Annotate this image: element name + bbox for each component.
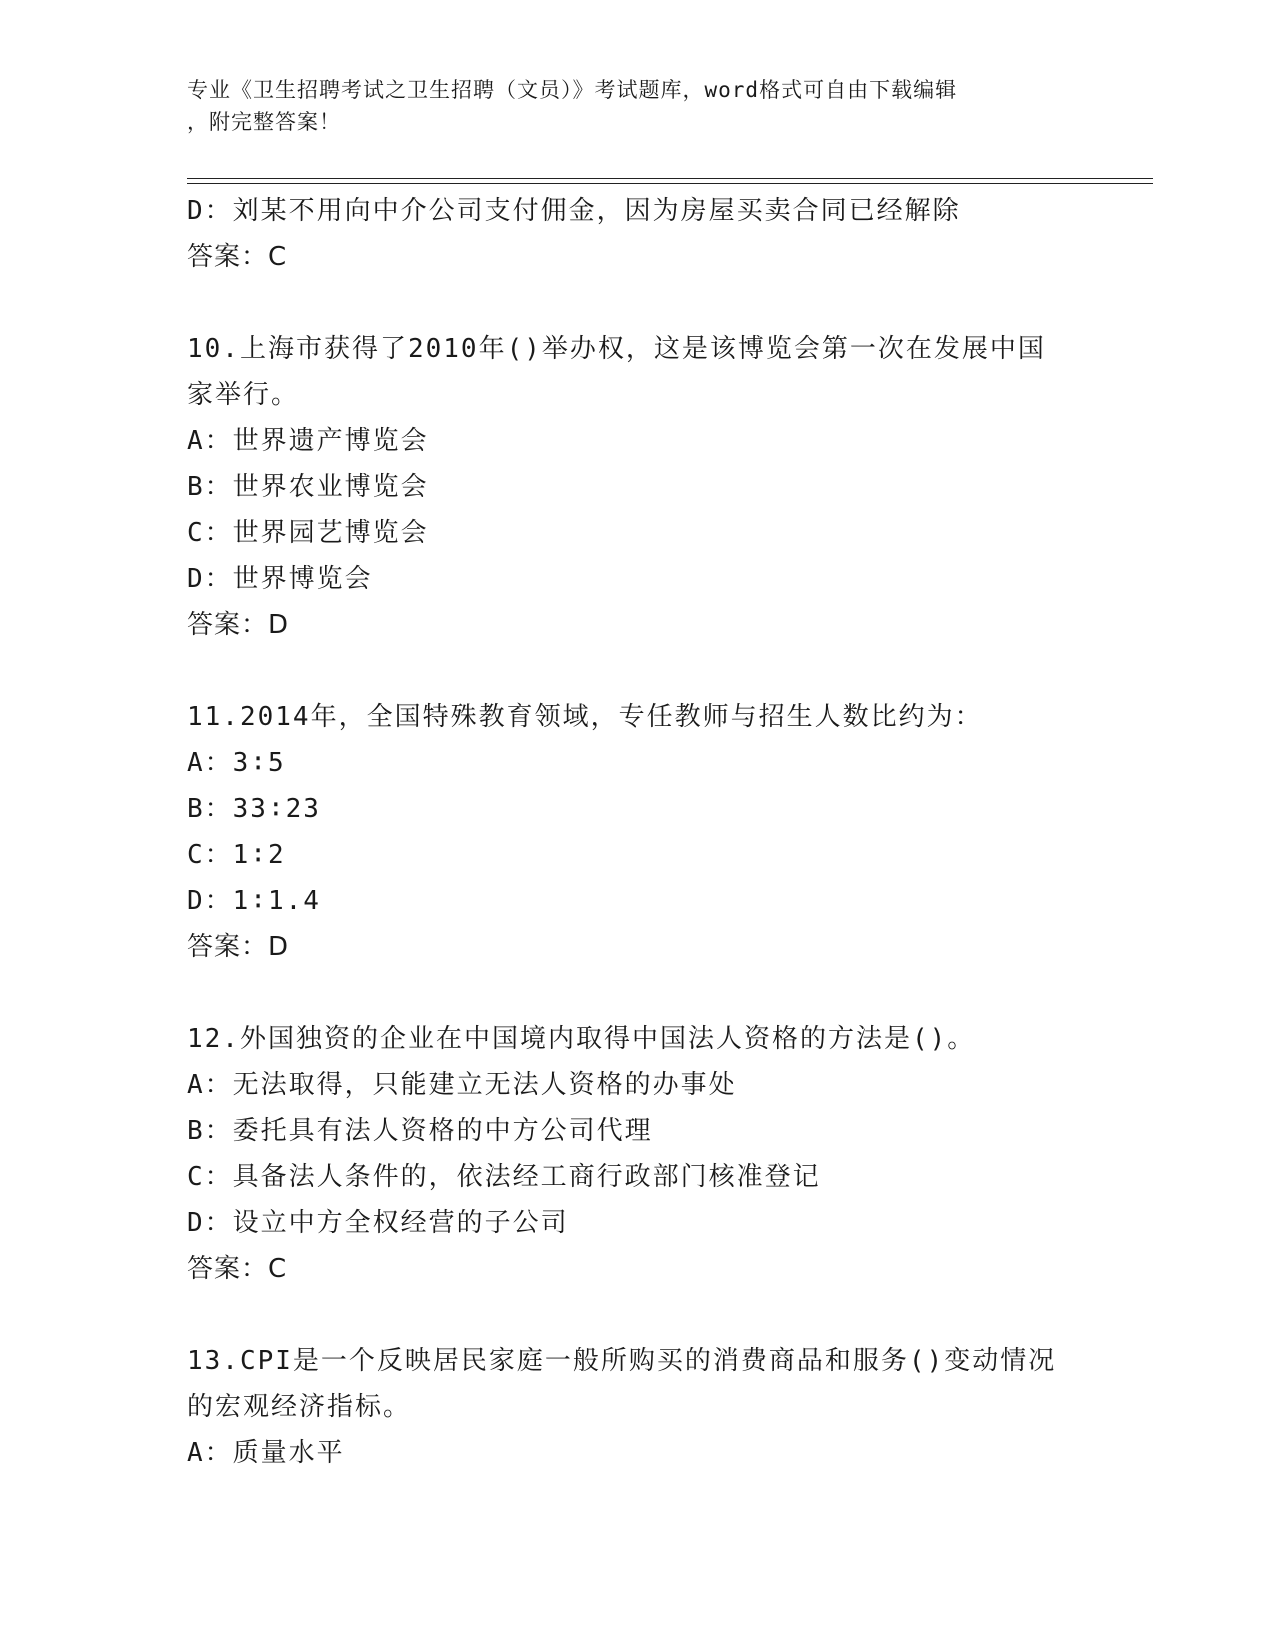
header-divider-bottom: [187, 183, 1153, 184]
question-10: [187, 326, 1087, 648]
option-a: A：世界遗产博览会: [187, 426, 429, 456]
header-line-2: ，附完整答案！: [187, 110, 341, 134]
option-a: A：无法取得，只能建立无法人资格的办事处: [187, 1070, 737, 1100]
option-d: D：刘某不用向中介公司支付佣金，因为房屋买卖合同已经解除: [187, 196, 961, 226]
question-text-line-2: 家举行。: [187, 380, 300, 410]
option-d: D：1∶1.4: [187, 886, 321, 916]
header-line-1: 专业《卫生招聘考试之卫生招聘（文员）》考试题库，word格式可自由下载编辑: [187, 78, 958, 102]
question-text-line-1: 10.上海市获得了2010年()举办权，这是该博览会第一次在发展中国: [187, 334, 1046, 364]
question-text-line-1: 12.外国独资的企业在中国境内取得中国法人资格的方法是()。: [187, 1024, 976, 1054]
option-c: C：1∶2: [187, 840, 286, 870]
option-b: B：世界农业博览会: [187, 472, 429, 502]
answer-label: 答案：D: [187, 932, 290, 962]
option-c: C：具备法人条件的，依法经工商行政部门核准登记: [187, 1162, 821, 1192]
question-text-line-1: 11.2014年，全国特殊教育领域，专任教师与招生人数比约为：: [187, 702, 983, 732]
header-divider-top: [187, 178, 1153, 179]
document-header: [187, 74, 1067, 138]
question-11: [187, 694, 1087, 970]
option-b: B：33∶23: [187, 794, 321, 824]
question-list: [187, 188, 1087, 1476]
previous-question-tail: [187, 188, 1087, 280]
answer-label: 答案：D: [187, 610, 290, 640]
option-d: D：世界博览会: [187, 564, 373, 594]
option-d: D：设立中方全权经营的子公司: [187, 1208, 569, 1238]
option-a: A：3∶5: [187, 748, 286, 778]
answer-label: 答案：C: [187, 242, 288, 272]
question-text-line-1: 13.CPI是一个反映居民家庭一般所购买的消费商品和服务()变动情况: [187, 1346, 1057, 1376]
question-text-line-2: 的宏观经济指标。: [187, 1392, 412, 1422]
answer-label: 答案：C: [187, 1254, 288, 1284]
question-13: [187, 1338, 1087, 1476]
option-a: A：质量水平: [187, 1438, 345, 1468]
option-b: B：委托具有法人资格的中方公司代理: [187, 1116, 653, 1146]
option-c: C：世界园艺博览会: [187, 518, 429, 548]
question-12: [187, 1016, 1087, 1292]
